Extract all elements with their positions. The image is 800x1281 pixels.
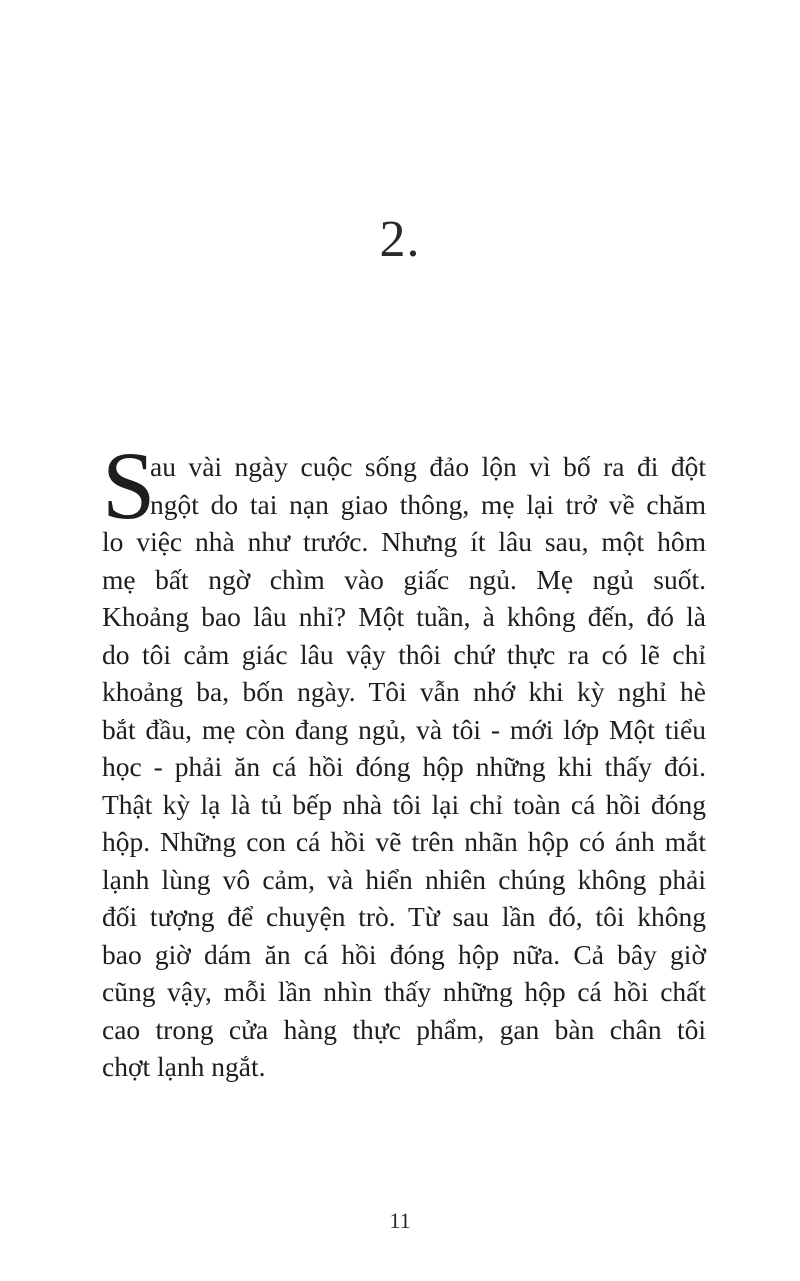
chapter-number: 2. xyxy=(379,211,421,268)
text-line: chợt lạnh ngắt. xyxy=(102,1051,266,1082)
drop-cap: S xyxy=(102,432,156,539)
text-line: ngột do tai nạn giao thông, mẹ lại trở về chăm xyxy=(150,488,706,520)
text-line: do tôi cảm giác lâu vậy thôi chứ thực ra có lẽ chỉ xyxy=(102,638,706,670)
text-line: đối tượng để chuyện trò. Từ sau lần đó, tôi không xyxy=(102,901,706,932)
text-line: lạnh lùng vô cảm, và hiển nhiên chúng không phải xyxy=(102,863,706,895)
text-line: cũng vậy, mỗi lần nhìn thấy những hộp cá hồi chất xyxy=(102,976,706,1007)
text-line: bắt đầu, mẹ còn đang ngủ, và tôi - mới lớp Một tiểu xyxy=(102,713,706,745)
page-number: 11 xyxy=(389,1208,411,1233)
text-line: khoảng ba, bốn ngày. Tôi vẫn nhớ khi kỳ nghỉ hè xyxy=(102,676,706,707)
text-line: mẹ bất ngờ chìm vào giấc ngủ. Mẹ ngủ suốt. xyxy=(102,563,706,595)
text-line: Khoảng bao lâu nhỉ? Một tuần, à không đến, đó là xyxy=(102,601,706,632)
text-line: au vài ngày cuộc sống đảo lộn vì bố ra đi đột xyxy=(150,451,706,482)
text-line: bao giờ dám ăn cá hồi đóng hộp nữa. Cả bây giờ xyxy=(102,938,706,970)
text-line: học - phải ăn cá hồi đóng hộp những khi thấy đói. xyxy=(102,751,706,782)
text-line: Thật kỳ lạ là tủ bếp nhà tôi lại chỉ toàn cá hồi đóng xyxy=(102,788,706,820)
text-line: hộp. Những con cá hồi vẽ trên nhãn hộp có ánh mắt xyxy=(102,826,706,857)
text-line: lo việc nhà như trước. Nhưng ít lâu sau, một hôm xyxy=(102,526,706,557)
text-line: cao trong cửa hàng thực phẩm, gan bàn chân tôi xyxy=(102,1013,706,1045)
body-paragraph xyxy=(102,432,706,1086)
